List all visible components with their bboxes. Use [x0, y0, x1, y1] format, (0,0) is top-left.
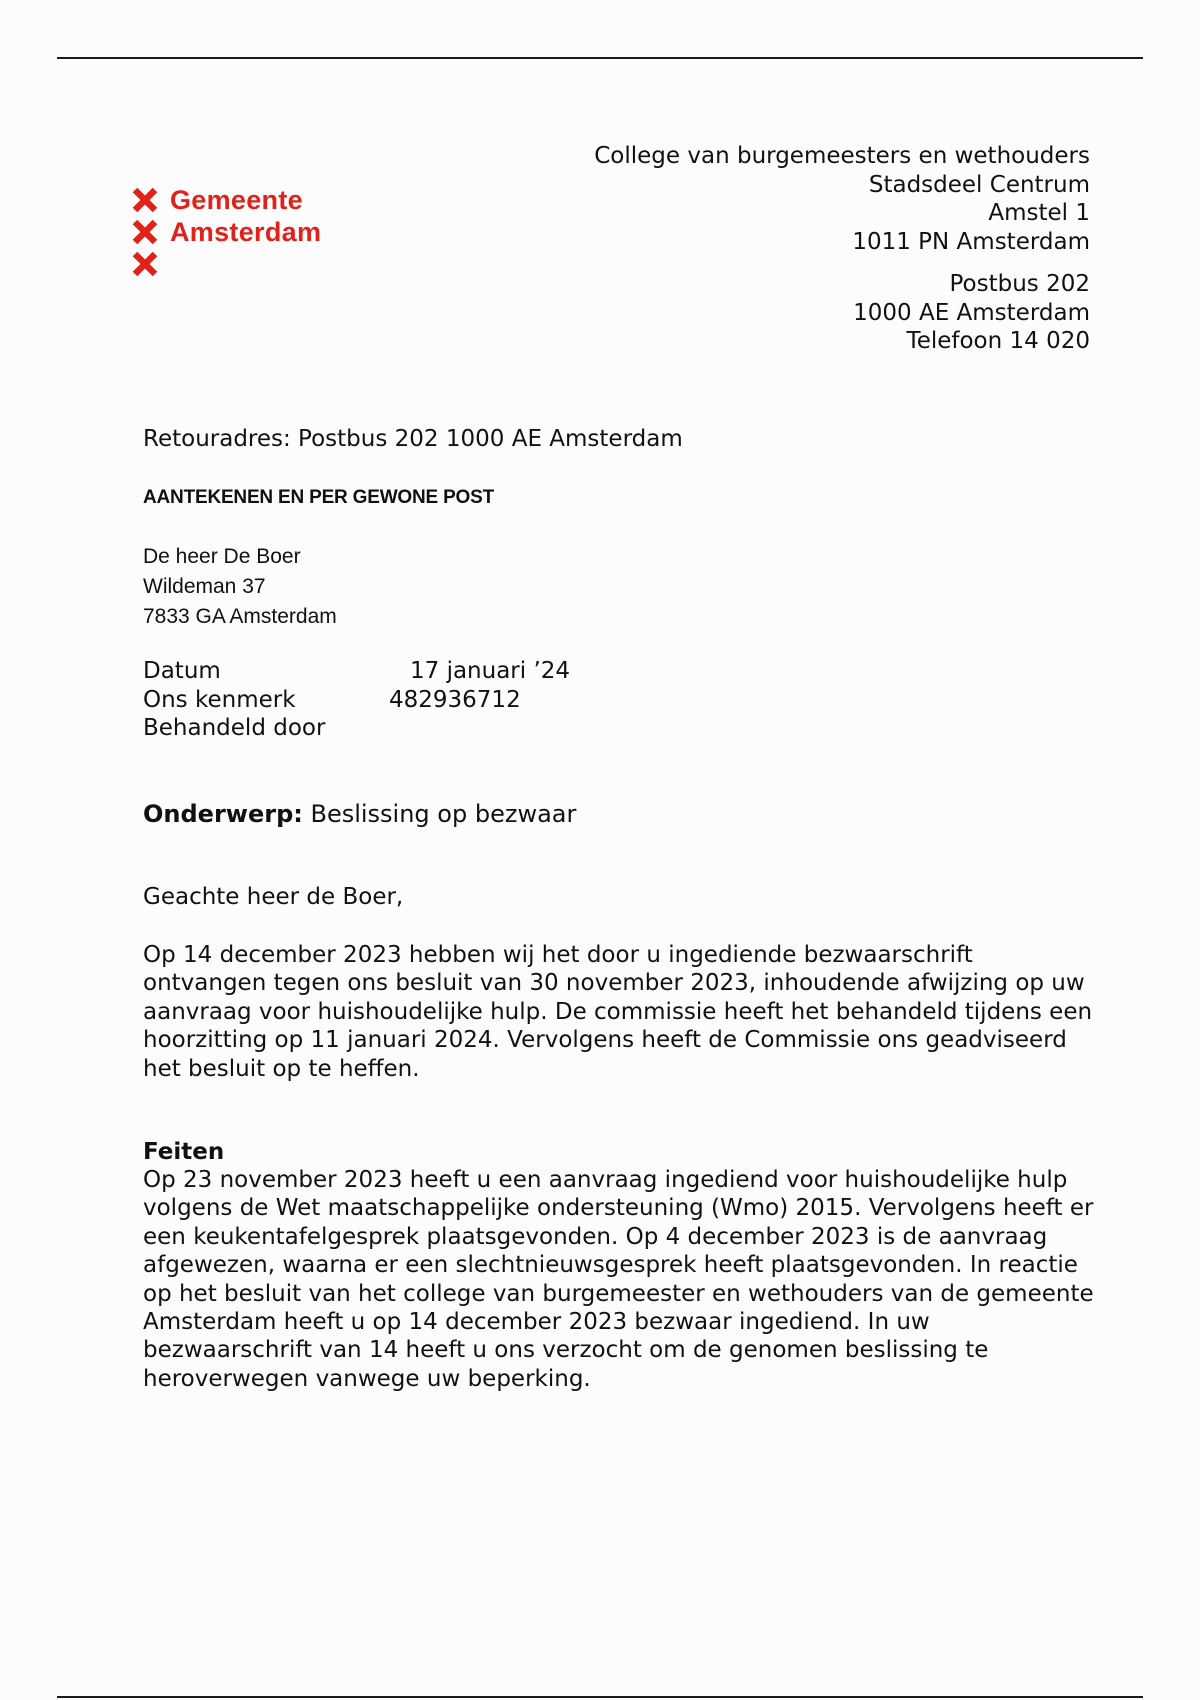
facts-paragraph: Op 23 november 2023 heeft u een aanvraag ingediend voor huishoudelijke hulp volgens de Wet maatschappelijke ondersteuning (Wmo) 2015. Vervolgens heeft er een keukentafelgesprek plaatsgevonden. Op 4 december 2023 is de aanvraag afgewezen, waarna er een slechtnieuwsgesprek heeft plaatsgevonden. In reactie op het besluit van het college van burgemeester en wethouders van de gemeente Amsterdam heeft u op 14 december 2023 bezwaar ingediend. In uw bezwaarschrift van 14 heeft u ons verzocht om de genomen beslissing te heroverwegen vanwege uw beperking.: [143, 1167, 1094, 1392]
sender-gap: [594, 256, 1090, 270]
date-label: Datum: [143, 658, 221, 684]
subject-text: Beslissing op bezwaar: [302, 800, 577, 828]
recipient-name: De heer De Boer: [143, 545, 301, 568]
meta-row-handled-by: [143, 714, 663, 743]
andreas-cross-icon: [132, 251, 158, 277]
reference-label: Ons kenmerk: [143, 686, 296, 713]
facts-heading: Feiten: [143, 1139, 225, 1165]
recipient-address-block: [143, 542, 337, 632]
sender-line-2: Stadsdeel Centrum: [868, 171, 1090, 198]
sender-line-4: 1011 PN Amsterdam: [852, 228, 1090, 255]
logo-row-1: [132, 184, 352, 216]
meta-row-date: [143, 657, 663, 686]
logo-word-gemeente: Gemeente: [170, 185, 303, 215]
sender-line-3: Amstel 1: [988, 200, 1090, 226]
subject-label: Onderwerp:: [143, 800, 303, 828]
andreas-cross-icon: [132, 187, 158, 213]
sender-line-1: College van burgemeesters en wethouders: [594, 143, 1090, 169]
reference-value: 482936712: [389, 686, 521, 713]
gemeente-amsterdam-logo: [132, 184, 352, 280]
return-address: Retouradres: Postbus 202 1000 AE Amsterdam: [143, 426, 683, 452]
logo-row-3: [132, 248, 352, 280]
sender-phone: Telefoon 14 020: [906, 328, 1090, 354]
handled-by-label: Behandeld door: [143, 715, 326, 741]
sender-postbus: Postbus 202: [949, 271, 1090, 297]
logo-row-2: [132, 216, 352, 248]
sender-address-block: [594, 142, 1090, 356]
logo-word-amsterdam: Amsterdam: [170, 217, 322, 247]
salutation: Geachte heer de Boer,: [143, 884, 404, 910]
letter-meta-block: [143, 657, 663, 743]
sender-postcode: 1000 AE Amsterdam: [853, 299, 1090, 326]
recipient-street: Wildeman 37: [143, 575, 266, 598]
delivery-note: AANTEKENEN EN PER GEWONE POST: [143, 487, 495, 508]
intro-paragraph: Op 14 december 2023 hebben wij het door u ingediende bezwaarschrift ontvangen tegen ons besluit van 30 november 2023, inhoudende afwijzing op uw aanvraag voor huishoudelijke hulp. De commissie heeft het behandeld tijdens een hoorzitting op 11 januari 2024. Vervolgens heeft de Commissie ons geadviseerd het besluit op te heffen.: [143, 942, 1093, 1082]
andreas-cross-icon: [132, 219, 158, 245]
date-value: 17 januari ’24: [410, 658, 571, 684]
subject-line: [143, 800, 576, 828]
meta-row-reference: [143, 686, 663, 715]
bottom-rule: [57, 1696, 1143, 1698]
recipient-city: 7833 GA Amsterdam: [143, 605, 337, 628]
top-rule: [57, 57, 1143, 59]
